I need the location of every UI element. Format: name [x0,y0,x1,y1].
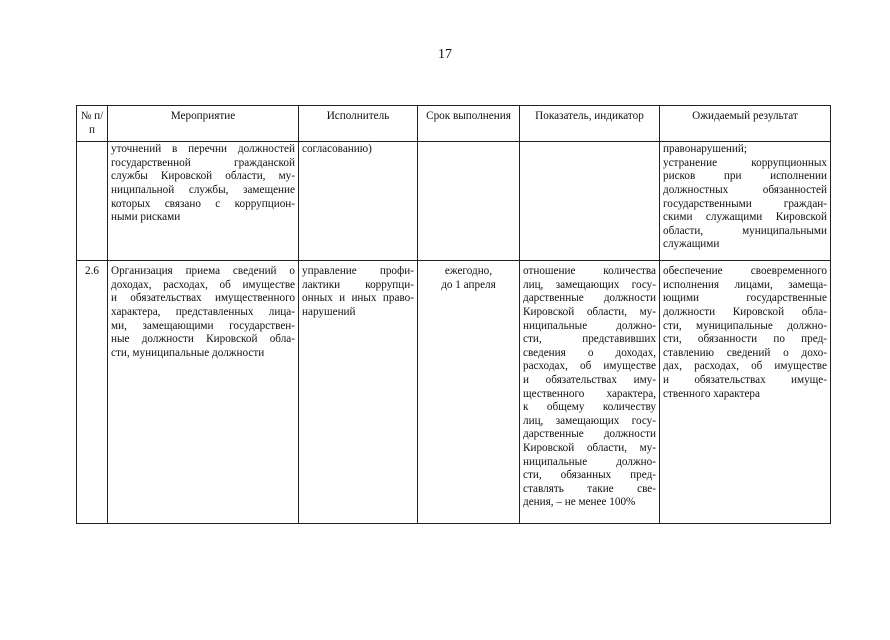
cell-line: ющими государственные [663,292,827,305]
cell-line: дах, расходах, об имуществе [663,360,827,373]
cell-measure [108,142,299,261]
cell-line: характера, представленных лица- [111,305,295,318]
cell-indicator [520,142,660,261]
cell-line: и обязательствах иму- [523,373,656,386]
cell-line: щественного характера, [523,387,656,400]
cell-line: сти, муниципальные должно- [663,319,827,332]
cell-line: Организация приема сведений о [111,265,295,278]
cell-line: сти, обязанных пред- [523,469,656,482]
cell-result [660,142,831,261]
cell-line: лиц, замещающих госу- [523,414,656,427]
cell-line: ставлению сведений о дохо- [663,346,827,359]
cell-line: лактики коррупци- [302,278,414,291]
cell-line: Кировской области, му- [523,441,656,454]
cell-line: ниципальные должно- [523,319,656,332]
cell-line: государственной гражданской [111,156,295,169]
header-deadline: Срок выполнения [418,106,520,142]
cell-line: и обязательствах имуще- [663,373,827,386]
cell-line: которых связано с коррупцион- [111,197,295,210]
cell-line: служащими [663,238,720,251]
cell-line: ные должности Кировской обла- [111,333,295,346]
cell-line: сведения о доходах, [523,346,656,359]
cell-line: государственными граждан- [663,197,827,210]
cell-line: обеспечение своевременного [663,265,827,278]
cell-line: согласованию) [302,143,372,156]
cell-line: скими служащими Кировской [663,211,827,224]
cell-line: доходах, расходах, об имуществе [111,278,295,291]
cell-result [660,261,831,524]
cell-line: дения, – не менее 100% [523,496,636,509]
header-measure: Мероприятие [108,106,299,142]
cell-line: ми, замещающими государствен- [111,319,295,332]
cell-line: службы Кировской области, му- [111,170,295,183]
cell-line: области, муниципальными [663,224,827,237]
cell-line: расходах, об имуществе [523,360,656,373]
cell-indicator [520,261,660,524]
table-row [77,261,831,524]
cell-line: отношение количества [523,265,656,278]
page-number: 17 [438,47,452,62]
cell-line: Кировской области, му- [523,305,656,318]
cell-line: сти, представивших [523,333,656,346]
cell-line: правонарушений; [663,143,747,156]
cell-line: исполнения лицами, замеща- [663,278,827,291]
cell-num: 2.6 [77,261,108,524]
cell-num [77,142,108,261]
header-indicator: Показатель, индикатор [520,106,660,142]
cell-deadline [418,261,520,524]
cell-line: устранение коррупционных [663,156,827,169]
cell-line: ниципальные должно- [523,455,656,468]
cell-line: ными рисками [111,211,181,224]
cell-line: онных и иных право- [302,292,414,305]
cell-line: управление профи- [302,265,414,278]
cell-line: сти, обязанности по пред- [663,333,827,346]
cell-line: дарственные должности [523,428,656,441]
cell-line: рисков при исполнении [663,170,827,183]
table-header-row [77,106,831,142]
cell-line: ставлять такие све- [523,482,656,495]
cell-line: должности Кировской обла- [663,305,827,318]
cell-line: до 1 апреля [441,278,496,291]
cell-executor [299,142,418,261]
cell-line: ежегодно, [444,265,493,278]
header-executor: Исполнитель [299,106,418,142]
cell-line: уточнений в перечни должностей [111,143,295,156]
cell-executor [299,261,418,524]
cell-line: ственного характера [663,387,760,400]
cell-line: к общему количеству [523,401,656,414]
cell-line: лиц, замещающих госу- [523,278,656,291]
measures-table [76,105,831,524]
cell-line: ниципальной службы, замещение [111,183,295,196]
cell-line: и обязательствах имущественного [111,292,295,305]
cell-deadline [418,142,520,261]
cell-line: нарушений [302,305,356,318]
cell-line: дарственные должности [523,292,656,305]
cell-line: сти, муниципальные должности [111,346,265,359]
cell-measure [108,261,299,524]
header-result: Ожидаемый результат [660,106,831,142]
header-num: № п/п [77,106,108,142]
cell-line: должностных обязанностей [663,183,827,196]
table-row [77,142,831,261]
